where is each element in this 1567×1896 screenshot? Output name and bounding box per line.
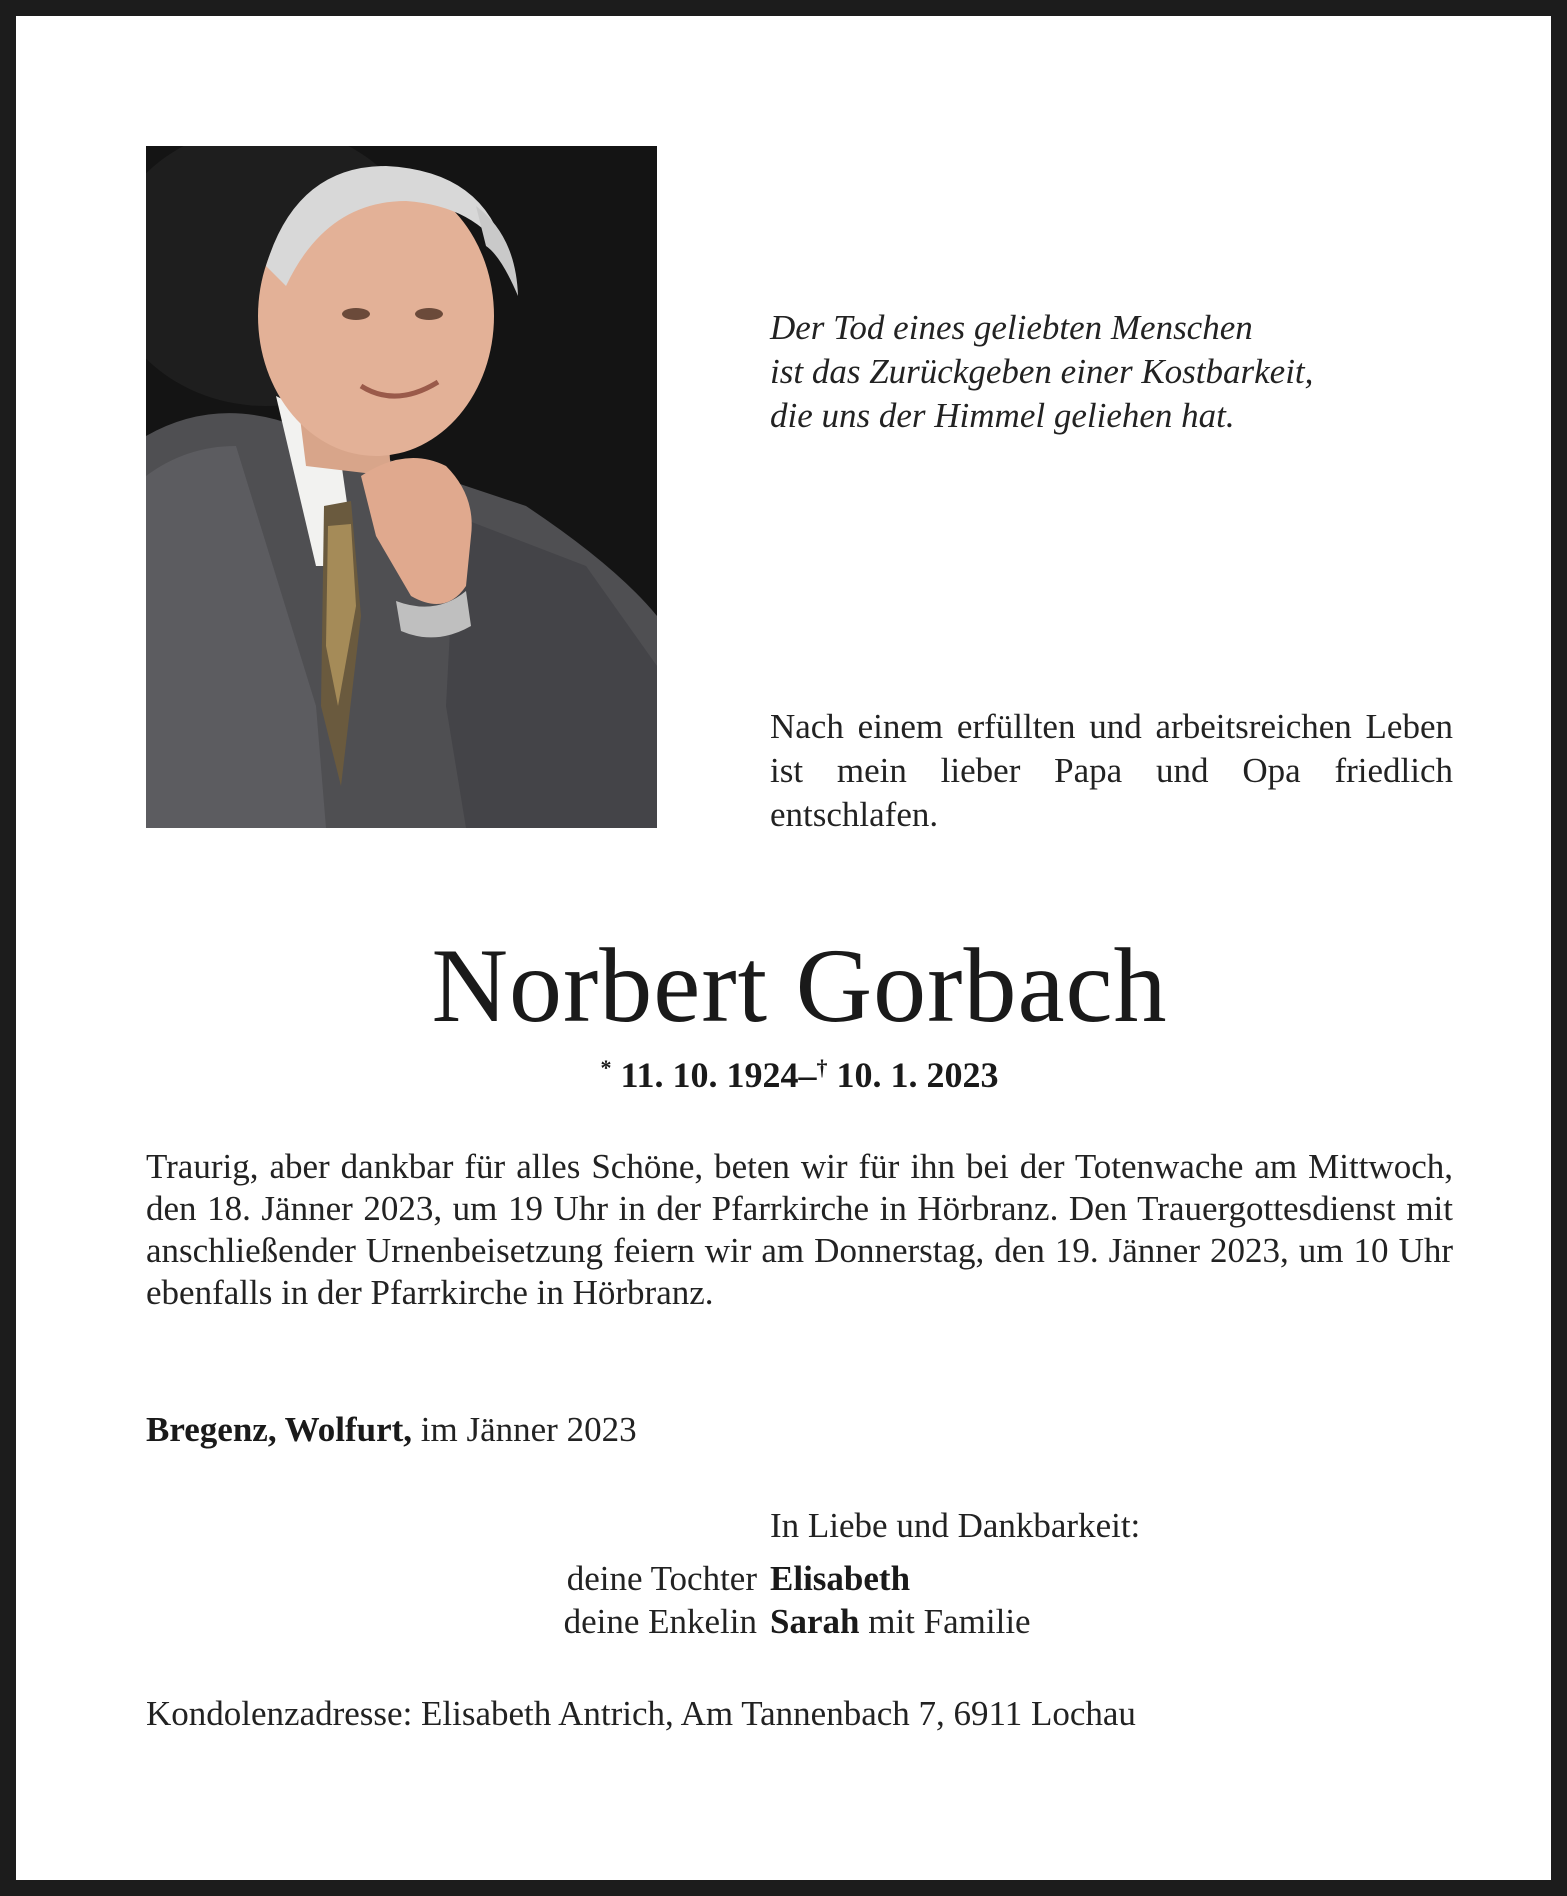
birth-symbol: * [600, 1055, 612, 1080]
deceased-name: Norbert Gorbach [431, 927, 1168, 1044]
birth-date: 11. 10. 1924 [620, 1055, 799, 1095]
place-locations: Bregenz, Wolfurt, [146, 1410, 413, 1449]
quote-line-3: die uns der Himmel geliehen hat. [770, 396, 1235, 435]
family-row [16, 1600, 1567, 1643]
quote-line-2: ist das Zurückgeben einer Kostbarkeit, [770, 352, 1314, 391]
portrait-illustration [146, 146, 657, 828]
portrait-photo [146, 146, 657, 828]
family-row [16, 1557, 1567, 1600]
family-relation: deine Enkelin [563, 1602, 757, 1641]
family-member [770, 1600, 1031, 1643]
death-date: 10. 1. 2023 [836, 1055, 999, 1095]
family-member [770, 1557, 910, 1600]
condolence-address: Kondolenzadresse: Elisabeth Antrich, Am Tannenbach 7, 6911 Lochau [146, 1694, 1136, 1733]
life-dates [16, 1054, 1567, 1096]
place-date-line [146, 1409, 1046, 1451]
intro-text: Nach einem erfüllten und arbeitsreichen Leben ist mein lieber Papa und Opa friedlich entschlafen. [770, 707, 1453, 834]
family-member-name: Sarah [770, 1602, 860, 1641]
date-separator: – [798, 1055, 817, 1095]
closing-line: In Liebe und Dankbarkeit: [770, 1506, 1141, 1545]
service-details: Traurig, aber dankbar für alles Schöne, beten wir für ihn bei der Totenwache am Mittwoch, den 18. Jänner 2023, um 19 Uhr in der Pfarrkirche in Hörbranz. Den Trauergottesdienst mit anschließender Urnenbeisetzung feiern wir am Donnerstag, den 19. Jänner 2023, um 10 Uhr ebenfalls in der Pfarrkirche in Hörbranz. [146, 1147, 1453, 1312]
place-date: im Jänner 2023 [412, 1410, 637, 1449]
family-member-suffix: mit Familie [859, 1602, 1031, 1641]
death-symbol: † [816, 1055, 828, 1080]
family-member-name: Elisabeth [770, 1559, 911, 1598]
quote-line-1: Der Tod eines geliebten Menschen [770, 308, 1253, 347]
memorial-quote [770, 306, 1470, 438]
family-relation: deine Tochter [566, 1559, 757, 1598]
family-list [16, 1557, 1567, 1643]
